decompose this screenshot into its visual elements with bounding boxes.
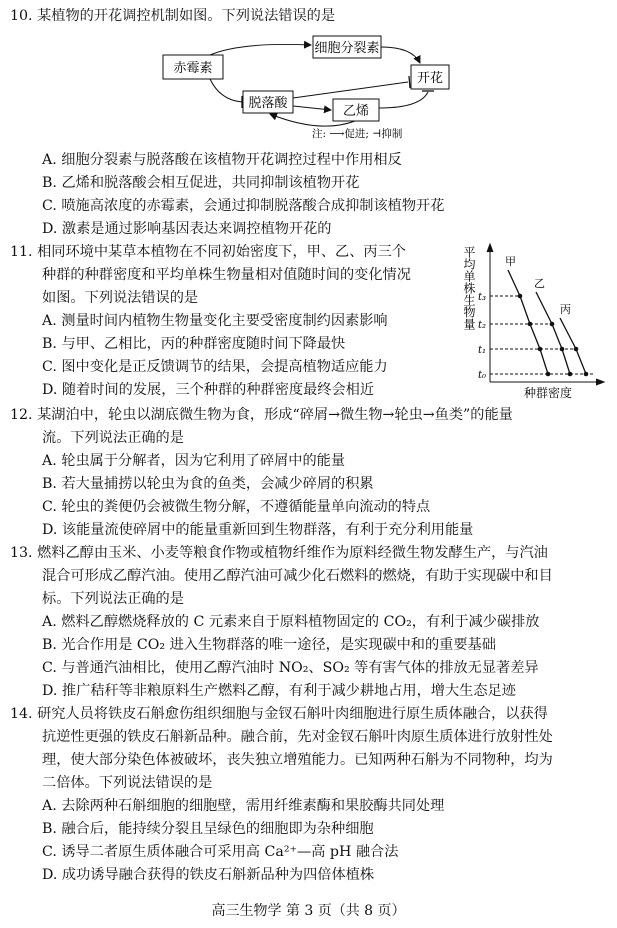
- svg-text:脱落酸: 脱落酸: [248, 96, 288, 111]
- series-label-jia: 甲: [505, 255, 516, 268]
- q12-option-d: D. 该能量流使碎屑中的能量重新回到生物群落，有利于充分利用能量: [42, 522, 474, 538]
- q10-legend: 注: ⟶促进; ⊣抑制: [312, 128, 403, 140]
- q14-stem-line: 理，使大部分染色体被破坏，丧失独立增殖能力。已知两种石斛为不同物种，均为: [42, 752, 553, 768]
- data-point: [550, 322, 555, 327]
- q13-option-b: B. 光合作用是 CO₂ 进入生物群落的唯一途径，是实现碳中和的重要基础: [42, 637, 496, 653]
- page-footer: 高三生物学 第 3 页（共 8 页）: [211, 903, 406, 919]
- node-flowering: [411, 65, 449, 89]
- node-cytokinin: [313, 36, 381, 58]
- q10-stem: 10. 某植物的开花调控机制如图。下列说法错误的是: [10, 8, 336, 24]
- data-point: [574, 347, 579, 352]
- q14-option-a: A. 去除两种石斛细胞的细胞壁，需用纤维素酶和果胶酶共同处理: [42, 798, 445, 814]
- q11-stem-line: 种群的种群密度和平均单株生物量相对值随时间的变化情况: [42, 267, 411, 283]
- q14-option-c: C. 诱导二者原生质体融合可采用高 Ca²⁺—高 pH 融合法: [42, 844, 399, 860]
- q14-stem-line: 二倍体。下列说法错误的是: [42, 775, 213, 791]
- q12-option-a: A. 轮虫属于分解者，因为它利用了碎屑中的能量: [42, 453, 346, 469]
- q14-option-d: D. 成功诱导融合获得的铁皮石斛新品种为四倍体植株: [42, 867, 375, 883]
- series-label-bing: 丙: [560, 303, 571, 316]
- q10-option-c: C. 喷施高浓度的赤霉素，会通过抑制脱落酸合成抑制该植物开花: [42, 198, 445, 214]
- node-ethylene: [333, 99, 379, 121]
- q12-stem-line: 流。下列说法正确的是: [42, 430, 184, 446]
- svg-text:细胞分裂素: 细胞分裂素: [314, 41, 380, 56]
- q11-stem-line: 11. 相同环境中某草本植物在不同初始密度下，甲、乙、丙三个: [10, 244, 406, 260]
- data-point: [518, 294, 523, 299]
- q13-option-a: A. 燃料乙醇燃烧释放的 C 元素来自于原料植物固定的 CO₂，有利于减少碳排放: [42, 614, 540, 630]
- q10-diagram: [150, 30, 470, 142]
- q11-option-b: B. 与甲、乙相比，丙的种群密度随时间下降最快: [42, 336, 346, 352]
- data-point: [568, 372, 573, 377]
- time-label: t₃: [478, 292, 487, 303]
- q12-option-c: C. 轮虫的粪便仍会被微生物分解，不遵循能量单向流动的特点: [42, 499, 431, 515]
- time-label: t₀: [478, 370, 487, 381]
- svg-text:开花: 开花: [416, 71, 444, 86]
- q13-option-c: C. 与普通汽油相比，使用乙醇汽油时 NO₂、SO₂ 等有害气体的排放无显著差异: [42, 660, 539, 676]
- q13-stem-line: 13. 燃料乙醇由玉米、小麦等粮食作物或植物纤维作为原料经微生物发酵生产，与汽油: [10, 545, 548, 561]
- q11-xlabel: 种群密度: [523, 386, 573, 400]
- q11-option-a: A. 测量时间内植物生物量变化主要受密度制约因素影响: [42, 313, 388, 329]
- q10-option-d: D. 激素是通过影响基因表达来调控植物开花的: [42, 221, 332, 237]
- q14-stem-line: 14. 研究人员将铁皮石斛愈伤组织细胞与金钗石斛叶肉细胞进行原生质体融合，以获得: [10, 706, 548, 722]
- q11-option-c: C. 图中变化是正反馈调节的结果，会提高植物适应能力: [42, 359, 388, 375]
- q11-option-d: D. 随着时间的发展，三个种群的种群密度最终会相近: [42, 382, 375, 398]
- series-label-yi: 乙: [534, 277, 545, 290]
- q13-stem-line: 混合可形成乙醇汽油。使用乙醇汽油可减少化石燃料的燃烧，有助于实现碳中和目: [42, 568, 553, 584]
- node-gibberellin: [163, 55, 223, 79]
- svg-text:乙烯: 乙烯: [342, 104, 370, 119]
- q14-option-b: B. 融合后，能持续分裂且呈绿色的细胞即为杂种细胞: [42, 821, 374, 837]
- q11-stem-line: 如图。下列说法错误的是: [42, 290, 199, 306]
- q13-stem-line: 标。下列说法正确的是: [42, 591, 184, 607]
- q13-option-d: D. 推广秸秆等非粮原料生产燃料乙醇，有利于减少耕地占用，增大生态足迹: [42, 683, 516, 699]
- time-label: t₂: [478, 320, 487, 331]
- q11-ylabel: 平均单株生物量: [462, 246, 476, 330]
- q14-stem-line: 抗逆性更强的铁皮石斛新品种。融合前，先对金钗石斛叶肉原生质体进行放射性处: [42, 729, 553, 745]
- q10-option-b: B. 乙烯和脱落酸会相互促进，共同抑制该植物开花: [42, 175, 360, 191]
- data-point: [528, 322, 533, 327]
- q12-stem-line: 12. 某湖泊中，轮虫以湖底微生物为食，形成“碎屑→微生物→轮虫→鱼类”的能量: [10, 407, 513, 423]
- data-point: [584, 372, 589, 377]
- data-point: [546, 372, 551, 377]
- data-point: [538, 347, 543, 352]
- svg-text:赤霉素: 赤霉素: [173, 61, 213, 76]
- q12-option-b: B. 若大量捕捞以轮虫为食的鱼类，会减少碎屑的积累: [42, 476, 374, 492]
- q11-graph: [460, 240, 610, 402]
- time-label: t₁: [478, 345, 487, 356]
- series-bing-line: [560, 318, 586, 374]
- q10-option-a: A. 细胞分裂素与脱落酸在该植物开花调控过程中作用相反: [42, 152, 402, 168]
- node-aba: [243, 91, 293, 113]
- data-point: [560, 347, 565, 352]
